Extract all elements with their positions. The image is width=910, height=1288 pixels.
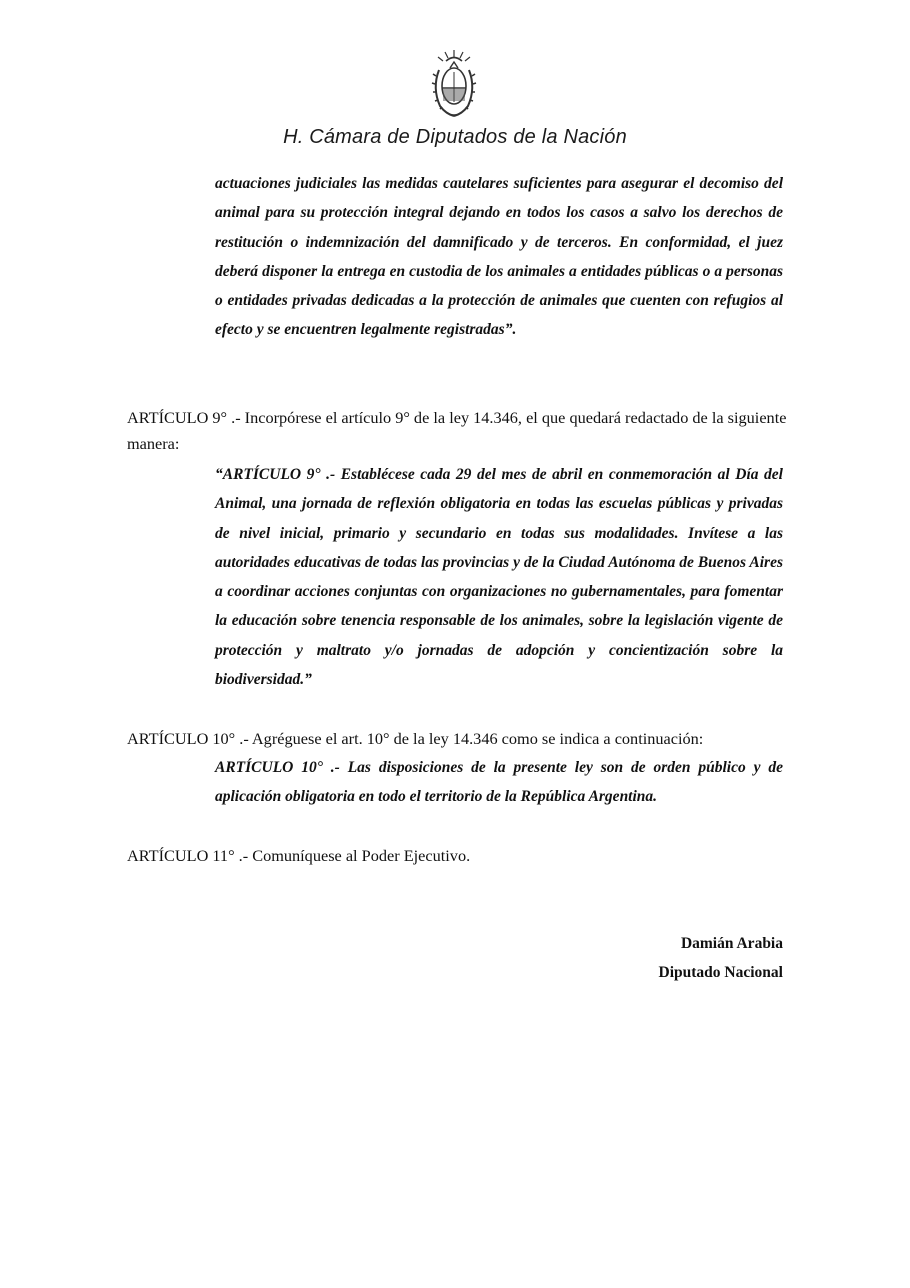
chamber-name-heading: H. Cámara de Diputados de la Nación: [283, 126, 627, 148]
continued-quote-paragraph: actuaciones judiciales las medidas cautelares suficientes para asegurar el decomiso del animal para su protección integral dejando en todos los casos a salvo los derechos de restitución o indemnización del damnificado y de terceros. En conformidad, el juez deberá disponer la entrega en custodia de los animales a entidades públicas o a personas o entidades privadas dedicadas a la protección de animales que cuenten con refugios al efecto y se encuentren legalmente registradas”.: [215, 175, 783, 339]
argentine-coat-of-arms-icon: [428, 48, 480, 120]
signature-title: Diputado Nacional: [658, 964, 783, 981]
article-11-heading: ARTÍCULO 11° .- Comuníquese al Poder Ejecutivo.: [127, 846, 471, 865]
signature-name: Damián Arabia: [680, 935, 783, 952]
article-10-heading: ARTÍCULO 10° .- Agréguese el art. 10° de la ley 14.346 como se indica a continuación:: [127, 729, 704, 748]
article-9-quote: “ARTÍCULO 9° .- Establécese cada 29 del mes de abril en conmemoración al Día del Animal, una jornada de reflexión obligatoria en todas las escuelas públicas y privadas de nivel inicial, primario y secundario en todas sus modalidades. Invítese a las autoridades educativas de todas las provincias y de la Ciudad Autónoma de Buenos Aires a coordinar acciones conjuntas con organizaciones no gubernamentales, para fomentar la educación sobre tenencia responsable de los animales, sobre la legislación vigente de protección y maltrato y/o jornadas de adopción y concientización sobre la biodiversidad.”: [215, 466, 783, 689]
article-9-heading: ARTÍCULO 9° .- Incorpórese el artículo 9° de la ley 14.346, el que quedará redactado de la siguiente manera:: [127, 408, 787, 453]
article-10-quote: ARTÍCULO 10° .- Las disposiciones de la presente ley son de orden público y de aplicación obligatoria en todo el territorio de la República Argentina.: [215, 759, 783, 806]
